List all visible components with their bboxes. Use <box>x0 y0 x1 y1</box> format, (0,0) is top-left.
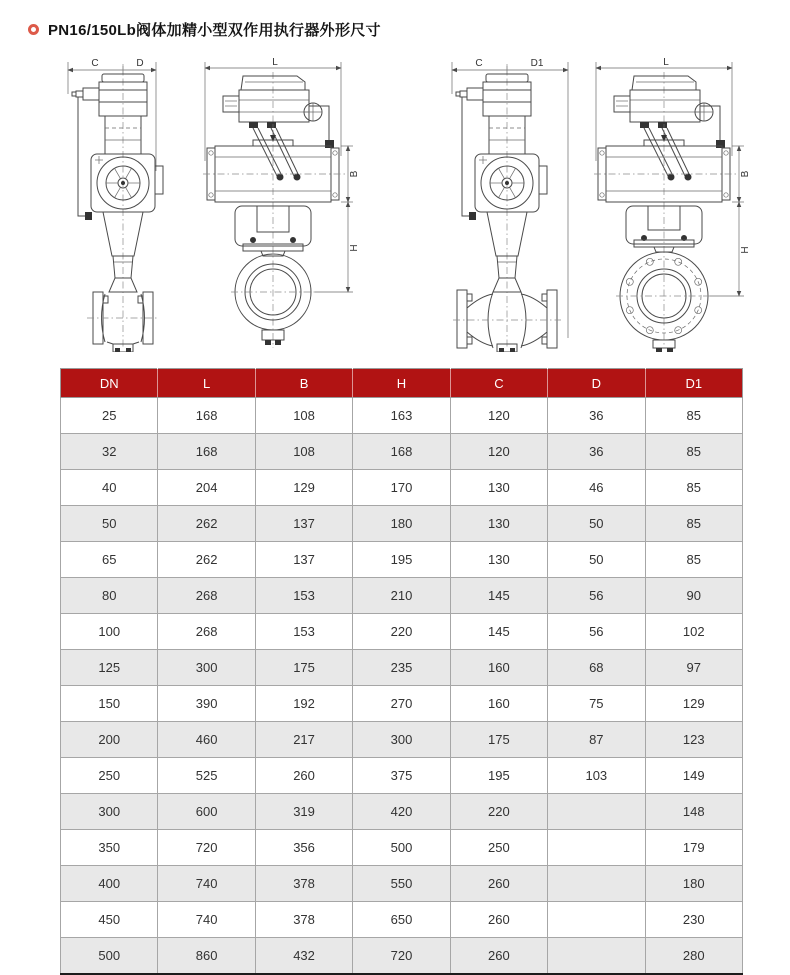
table-cell: 260 <box>450 866 547 902</box>
table-cell: 87 <box>548 722 645 758</box>
table-cell: 170 <box>353 470 450 506</box>
table-cell: 600 <box>158 794 255 830</box>
dim-label-l: L <box>272 57 278 68</box>
table-header-row <box>61 369 743 398</box>
table-cell: 153 <box>255 614 352 650</box>
table-cell: 85 <box>645 542 742 578</box>
table-cell: 720 <box>353 938 450 975</box>
table-cell: 175 <box>255 650 352 686</box>
dim-label-b: B <box>740 170 751 178</box>
table-cell: 262 <box>158 542 255 578</box>
table-cell: 68 <box>548 650 645 686</box>
table-cell: 270 <box>353 686 450 722</box>
table-cell: 268 <box>158 614 255 650</box>
table-cell: 36 <box>548 434 645 470</box>
table-cell: 168 <box>353 434 450 470</box>
table-cell <box>548 866 645 902</box>
table-cell: 319 <box>255 794 352 830</box>
table-cell: 123 <box>645 722 742 758</box>
table-cell: 650 <box>353 902 450 938</box>
dim-label-d1: D1 <box>530 58 544 69</box>
table-cell: 235 <box>353 650 450 686</box>
dim-label-c: C <box>91 58 99 69</box>
table-cell: 36 <box>548 398 645 434</box>
table-cell: 148 <box>645 794 742 830</box>
table-cell: 378 <box>255 866 352 902</box>
table-cell: 153 <box>255 578 352 614</box>
table-cell: 80 <box>61 578 158 614</box>
table-cell: 550 <box>353 866 450 902</box>
table-cell: 56 <box>548 614 645 650</box>
table-cell: 145 <box>450 578 547 614</box>
table-cell: 268 <box>158 578 255 614</box>
table-cell: 85 <box>645 434 742 470</box>
dim-label-d: D <box>136 58 144 69</box>
table-row-dn-350 <box>61 830 743 866</box>
table-cell: 108 <box>255 434 352 470</box>
table-cell: 50 <box>548 542 645 578</box>
bullet-ring-icon <box>28 24 39 35</box>
table-cell: 102 <box>645 614 742 650</box>
table-cell: 230 <box>645 902 742 938</box>
table-cell: 432 <box>255 938 352 975</box>
table-cell: 192 <box>255 686 352 722</box>
table-cell: 56 <box>548 578 645 614</box>
column-header-d1: D1 <box>645 369 742 398</box>
table-cell: 85 <box>645 470 742 506</box>
table-cell: 260 <box>450 902 547 938</box>
table-cell: 525 <box>158 758 255 794</box>
column-header-b: B <box>255 369 352 398</box>
table-cell: 400 <box>61 866 158 902</box>
table-cell: 50 <box>548 506 645 542</box>
table-cell: 137 <box>255 542 352 578</box>
table-cell: 175 <box>450 722 547 758</box>
dimension-table <box>60 368 743 975</box>
table-cell: 300 <box>61 794 158 830</box>
table-cell: 378 <box>255 902 352 938</box>
column-header-d: D <box>548 369 645 398</box>
table-cell: 145 <box>450 614 547 650</box>
table-cell: 130 <box>450 470 547 506</box>
table-cell: 90 <box>645 578 742 614</box>
table-cell: 500 <box>353 830 450 866</box>
table-cell: 220 <box>450 794 547 830</box>
table-cell: 129 <box>255 470 352 506</box>
dim-label-l: L <box>663 57 669 68</box>
table-cell <box>548 794 645 830</box>
table-cell: 168 <box>158 434 255 470</box>
table-cell: 740 <box>158 866 255 902</box>
table-cell: 300 <box>353 722 450 758</box>
table-cell: 260 <box>450 938 547 975</box>
table-row-dn-25 <box>61 398 743 434</box>
technical-drawings <box>0 56 790 356</box>
table-cell: 160 <box>450 686 547 722</box>
table-cell: 180 <box>645 866 742 902</box>
table-cell: 195 <box>353 542 450 578</box>
table-cell: 720 <box>158 830 255 866</box>
page-title: PN16/150Lb阀体加精小型双作用执行器外形尺寸 <box>48 22 381 39</box>
table-row-dn-65 <box>61 542 743 578</box>
table-cell <box>548 902 645 938</box>
table-cell: 300 <box>158 650 255 686</box>
table-cell: 390 <box>158 686 255 722</box>
table-cell: 200 <box>61 722 158 758</box>
table-cell: 103 <box>548 758 645 794</box>
table-cell: 160 <box>450 650 547 686</box>
table-cell: 204 <box>158 470 255 506</box>
column-header-l: L <box>158 369 255 398</box>
table-row-dn-80 <box>61 578 743 614</box>
column-header-c: C <box>450 369 547 398</box>
table-row-dn-250 <box>61 758 743 794</box>
table-row-dn-200 <box>61 722 743 758</box>
table-row-dn-400 <box>61 866 743 902</box>
drawing-front-view-wafer-valve <box>197 56 360 352</box>
table-row-dn-50 <box>61 506 743 542</box>
table-row-dn-450 <box>61 902 743 938</box>
table-cell: 179 <box>645 830 742 866</box>
table-cell: 75 <box>548 686 645 722</box>
table-row-dn-32 <box>61 434 743 470</box>
drawing-side-view-wafer-valve <box>45 56 195 352</box>
table-cell: 420 <box>353 794 450 830</box>
page-title-row <box>28 19 381 40</box>
table-cell: 280 <box>645 938 742 975</box>
dim-label-h: H <box>740 246 751 254</box>
table-cell: 740 <box>158 902 255 938</box>
table-cell: 97 <box>645 650 742 686</box>
table-cell: 180 <box>353 506 450 542</box>
column-header-h: H <box>353 369 450 398</box>
table-cell: 130 <box>450 542 547 578</box>
table-row-dn-150 <box>61 686 743 722</box>
table-cell: 860 <box>158 938 255 975</box>
table-cell: 150 <box>61 686 158 722</box>
table-cell: 32 <box>61 434 158 470</box>
table-cell: 130 <box>450 506 547 542</box>
table-cell: 120 <box>450 398 547 434</box>
column-header-dn: DN <box>61 369 158 398</box>
table-row-dn-300 <box>61 794 743 830</box>
drawing-front-view-flanged-valve <box>582 56 752 352</box>
dim-label-c: C <box>475 58 483 69</box>
table-cell: 195 <box>450 758 547 794</box>
table-cell: 250 <box>450 830 547 866</box>
table-cell: 217 <box>255 722 352 758</box>
table-cell: 375 <box>353 758 450 794</box>
dim-label-b: B <box>349 170 360 178</box>
table-cell: 125 <box>61 650 158 686</box>
table-cell: 149 <box>645 758 742 794</box>
table-body <box>61 398 743 975</box>
table-cell: 220 <box>353 614 450 650</box>
table-cell: 450 <box>61 902 158 938</box>
table-cell: 260 <box>255 758 352 794</box>
table-cell: 85 <box>645 398 742 434</box>
table-cell: 50 <box>61 506 158 542</box>
table-row-dn-100 <box>61 614 743 650</box>
table-cell: 25 <box>61 398 158 434</box>
table-row-dn-40 <box>61 470 743 506</box>
table-cell <box>548 830 645 866</box>
table-row-dn-125 <box>61 650 743 686</box>
table-cell: 163 <box>353 398 450 434</box>
table-cell: 108 <box>255 398 352 434</box>
table-cell: 500 <box>61 938 158 975</box>
table-cell: 262 <box>158 506 255 542</box>
table-cell: 250 <box>61 758 158 794</box>
table-cell: 65 <box>61 542 158 578</box>
table-cell: 100 <box>61 614 158 650</box>
table-cell: 129 <box>645 686 742 722</box>
table-cell: 120 <box>450 434 547 470</box>
table-cell: 460 <box>158 722 255 758</box>
table-cell: 137 <box>255 506 352 542</box>
table-cell: 168 <box>158 398 255 434</box>
table-cell: 356 <box>255 830 352 866</box>
dim-label-h: H <box>349 244 360 252</box>
table-cell: 46 <box>548 470 645 506</box>
drawing-side-view-flanged-valve <box>435 56 580 352</box>
table-cell: 350 <box>61 830 158 866</box>
table-cell: 210 <box>353 578 450 614</box>
table-cell: 85 <box>645 506 742 542</box>
table-cell: 40 <box>61 470 158 506</box>
